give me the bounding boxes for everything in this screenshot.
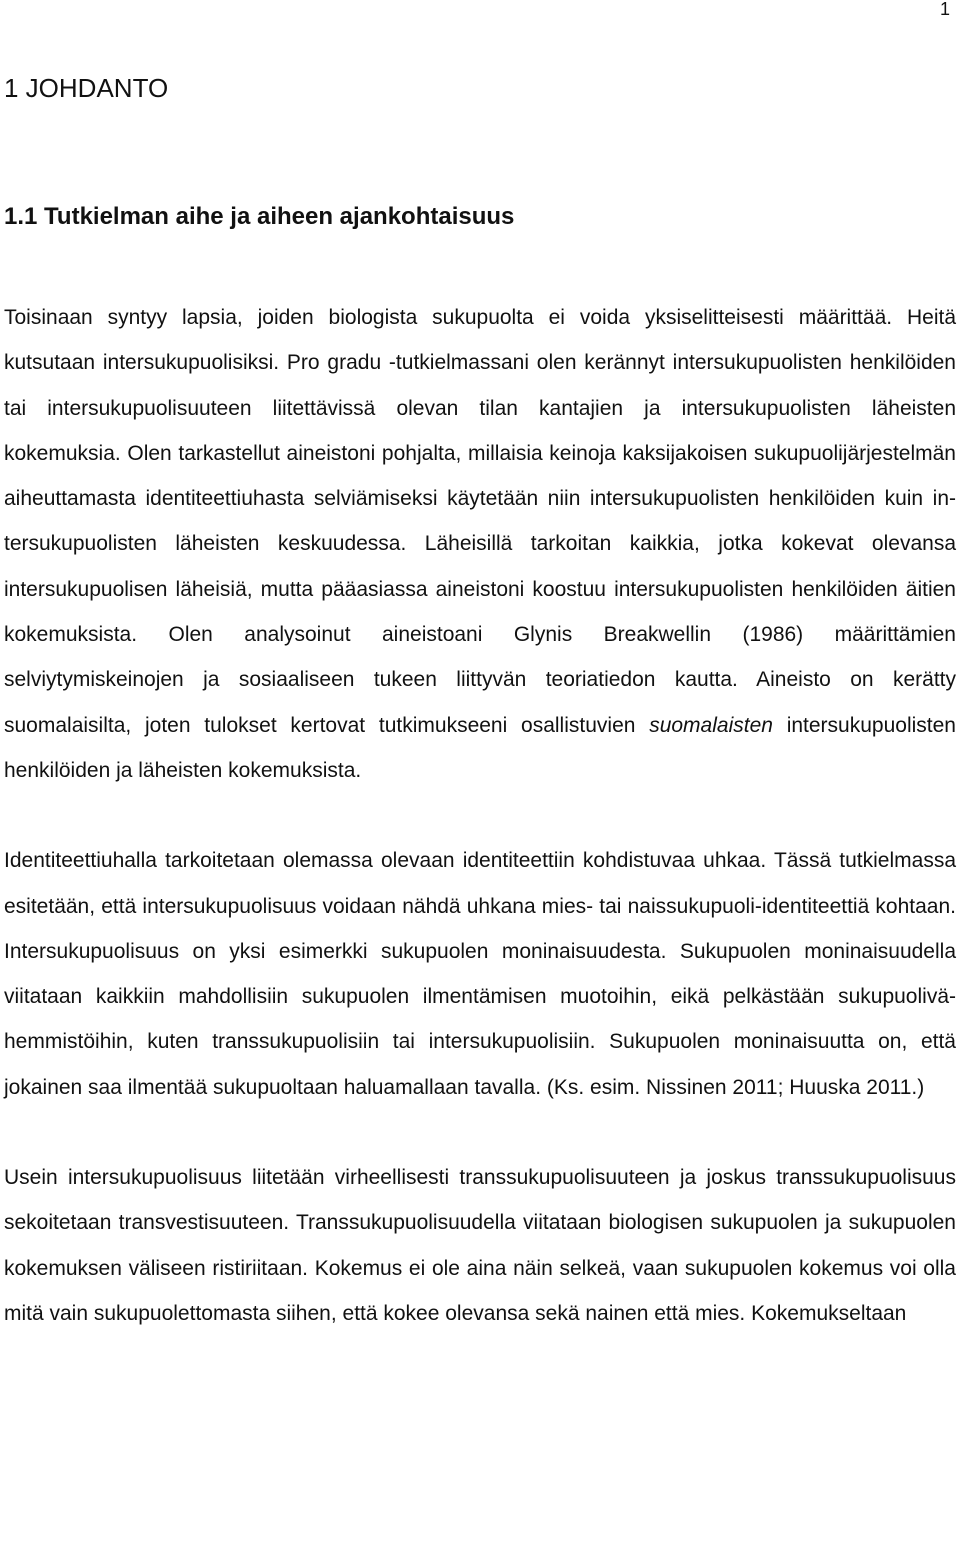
chapter-heading: 1 JOHDANTO bbox=[4, 73, 169, 103]
paragraph-1-emphasis: suomalaisten bbox=[649, 713, 773, 737]
body-paragraph-1 bbox=[4, 295, 956, 793]
section-heading: 1.1 Tutkielman aihe ja aiheen ajankohtaisuus bbox=[4, 203, 515, 230]
paragraph-1-text-end: intersukupuolisten henkilöiden ja läheisten kokemuksista. bbox=[4, 713, 956, 782]
paragraph-1-text: Toisinaan syntyy lapsia, joiden biologista sukupuolta ei voida yksiselitteisesti määrittää. Heitä kutsutaan intersukupuolisiksi. Pro gradu -tutkielmassani olen kerännyt intersukupuolisten henkilöiden tai intersukupuolisuuteen liitettävissä olevan tilan kantajien ja intersukupuolisten läheisten kokemuksia. Olen tarkastellut aineistoni pohjalta, millaisia keinoja kaksijakoisen sukupuolijärjestelmän aiheuttamasta identiteettiuhasta selviämiseksi käytetään niin intersukupuolisten henkilöiden kuin intersukupuolisten läheisten keskuudessa. Läheisillä tarkoitan kaikkia, jotka kokevat olevansa intersukupuolisen läheisiä, mutta pääasiassa aineistoni koostuu intersukupuolisten henkilöiden äitien kokemuksista. Olen analysoinut aineistoani Glynis Breakwellin (1986) määrittämien selviytymiskeinojen ja sosiaaliseen tukeen liittyvän teoriatiedon kautta. Aineisto on kerätty suomalaisilta, joten tulokset kertovat tutkimukseeni osallistuvien bbox=[4, 306, 956, 737]
body-paragraph-2: Identiteettiuhalla tarkoitetaan olemassa olevaan identiteettiin kohdistuvaa uhkaa. Tässä tutkielmassa esitetään, että intersukupuolisuus voidaan nähdä uhkana mies- tai naissukupuoli-identiteettiä kohtaan. Intersukupuolisuus on yksi esimerkki sukupuolen moninaisuudesta. Sukupuolen moninaisuudella viitataan kaikkiin mahdollisiin sukupuolen ilmentämisen muotoihin, eikä pelkästään sukupuolivähemmistöihin, kuten transsukupuolisiin tai intersukupuolisiin. Sukupuolen moninaisuutta on, että jokainen saa ilmentää sukupuoltaan haluamallaan tavalla. (Ks. esim. Nissinen 2011; Huuska 2011.) bbox=[4, 849, 956, 1099]
page-number: 1 bbox=[939, 0, 950, 19]
body-paragraph-3: Usein intersukupuolisuus liitetään virheellisesti transsukupuolisuuteen ja joskus transsukupuolisuus sekoitetaan transvestisuuteen. Transsukupuolisuudella viitataan biologisen sukupuolen ja sukupuolen kokemuksen väliseen ristiriitaan. Kokemus ei ole aina näin selkeä, vaan sukupuolen kokemus voi olla mitä vain sukupuolettomasta siihen, että kokee olevansa sekä nainen että mies. Kokemukseltaan bbox=[4, 1166, 956, 1325]
document-body bbox=[4, 68, 956, 1336]
